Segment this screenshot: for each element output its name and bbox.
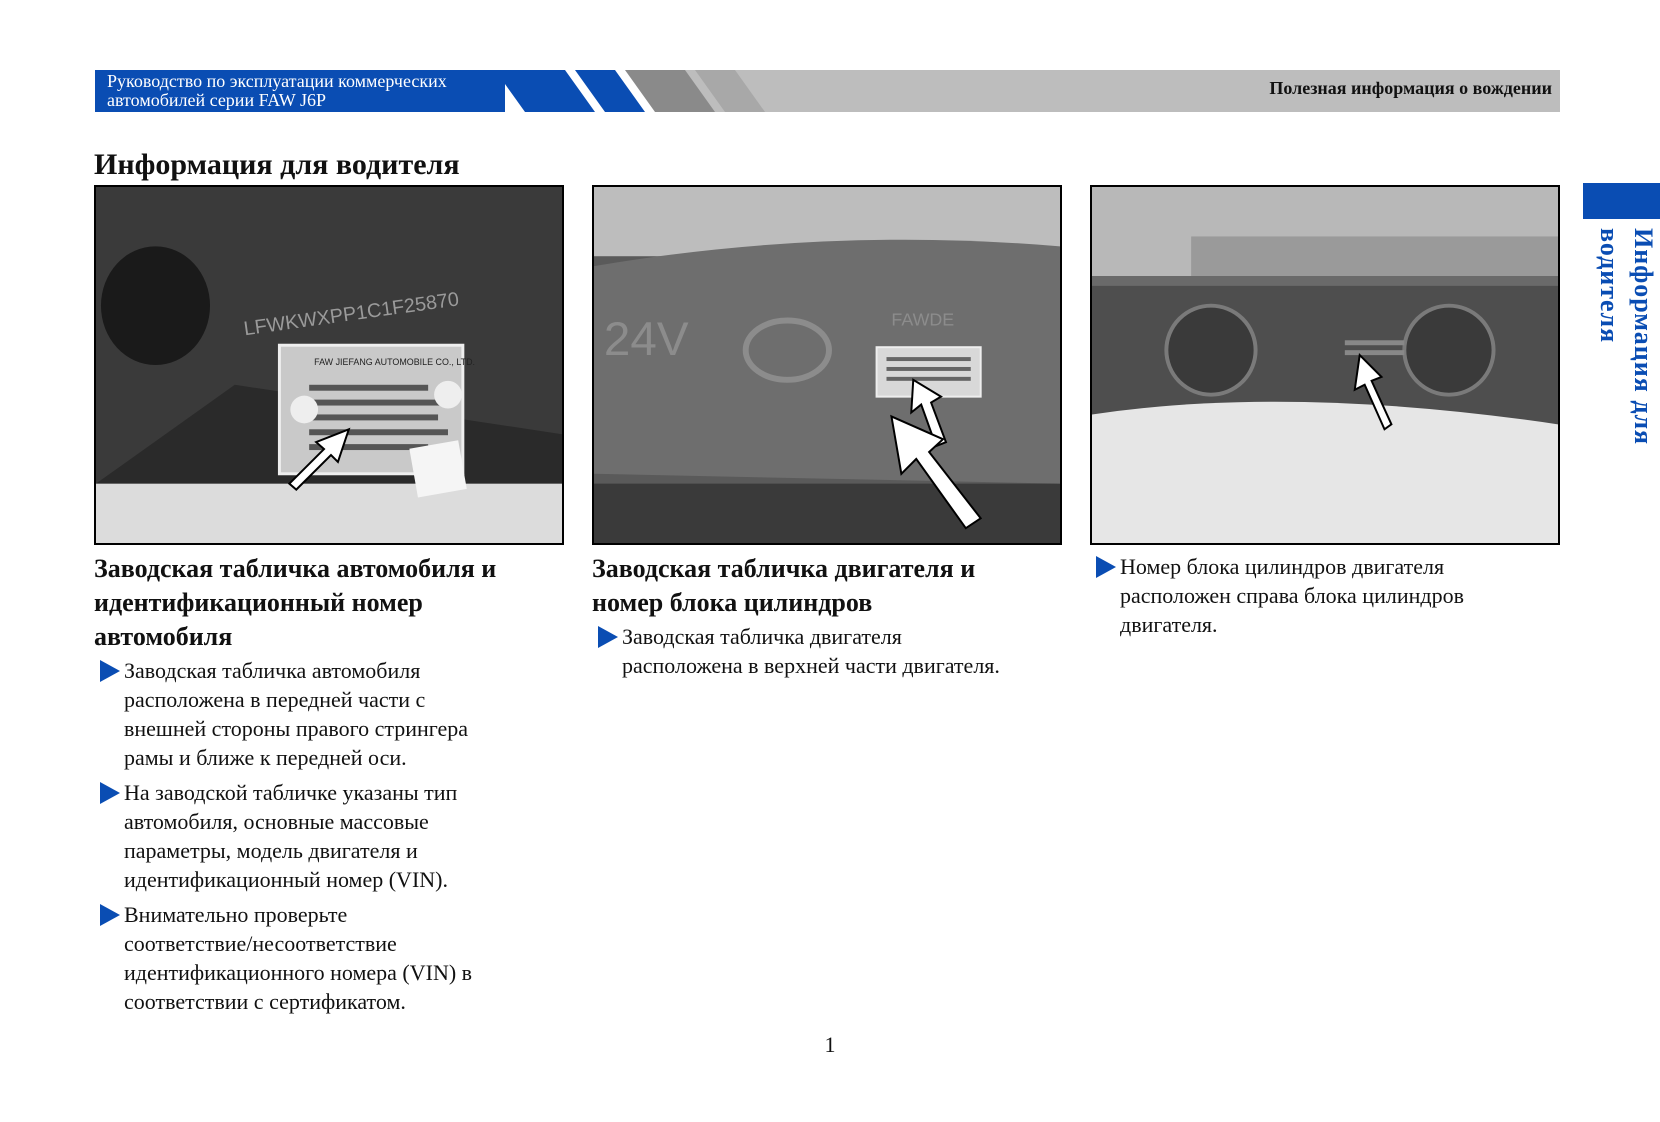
- heading-line: идентификационный номер: [94, 588, 423, 617]
- header-stripes: [495, 70, 835, 112]
- bullet-line: параметры, модель двигателя и: [124, 838, 418, 863]
- bullet-line: Заводская табличка двигателя: [622, 624, 902, 649]
- page-header: [95, 70, 1560, 112]
- manual-title-line1: Руководство по эксплуатации коммерческих: [107, 71, 447, 91]
- side-tab-label: [1578, 228, 1660, 478]
- engine-label: 24V: [603, 313, 689, 367]
- bullet-line: расположен справа блока цилиндров: [1120, 583, 1464, 608]
- cylinder-block-photo: [1090, 185, 1560, 545]
- page-number: 1: [824, 1032, 836, 1057]
- bullet-triangle-icon: [1096, 556, 1116, 578]
- bullet-triangle-icon: [100, 904, 120, 926]
- side-tab-line1: Информация для: [1629, 228, 1658, 446]
- vehicle-plate-photo: [94, 185, 564, 545]
- heading-line: номер блока цилиндров: [592, 588, 873, 617]
- manual-title: [95, 70, 505, 112]
- heading-line: Заводская табличка автомобиля и: [94, 554, 497, 583]
- bullet-item: [94, 900, 564, 1016]
- side-tab-line2: водителя: [1595, 228, 1624, 344]
- engine-plate-section: [592, 552, 1062, 686]
- bullet-line: соответствие/несоответствие: [124, 931, 397, 956]
- bullet-line: двигателя.: [1120, 612, 1218, 637]
- bullet-line: расположена в передней части с: [124, 687, 426, 712]
- bullet-item: [94, 778, 564, 894]
- bullet-line: внешней стороны правого стрингера: [124, 716, 469, 741]
- plate-brand: FAW JIEFANG AUTOMOBILE CO., LTD.: [314, 357, 476, 367]
- bullet-triangle-icon: [598, 626, 618, 648]
- section-heading: [592, 552, 1062, 620]
- cylinder-block-section: [1090, 552, 1560, 645]
- bullet-line: На заводской табличке указаны тип: [124, 780, 458, 805]
- heading-line: Заводская табличка двигателя и: [592, 554, 976, 583]
- bullet-line: рамы и ближе к передней оси.: [124, 745, 407, 770]
- bullet-line: соответствии с сертификатом.: [124, 989, 406, 1014]
- engine-plate-photo: [592, 185, 1062, 545]
- bullet-triangle-icon: [100, 660, 120, 682]
- manual-title-line2: автомобилей серии FAW J6P: [107, 90, 326, 110]
- engine-brand: FAWDE: [891, 309, 955, 330]
- section-title: Полезная информация о вождении: [1269, 78, 1552, 98]
- bullet-item: [94, 656, 564, 772]
- page-title: Информация для водителя: [94, 148, 460, 181]
- bullet-item: [592, 622, 1062, 680]
- bullet-line: идентификационный номер (VIN).: [124, 867, 448, 892]
- bullet-line: расположена в верхней части двигателя.: [622, 653, 1000, 678]
- heading-line: автомобиля: [94, 622, 233, 651]
- bullet-line: автомобиля, основные массовые: [124, 809, 429, 834]
- stamped-vin: LFWKWXPP1C1F25870: [242, 288, 461, 341]
- bullet-line: Заводская табличка автомобиля: [124, 658, 421, 683]
- side-tab-marker: [1583, 183, 1660, 219]
- section-heading: [94, 552, 564, 654]
- bullet-triangle-icon: [100, 782, 120, 804]
- vehicle-plate-section: [94, 552, 564, 1022]
- bullet-line: Внимательно проверьте: [124, 902, 348, 927]
- bullet-line: Номер блока цилиндров двигателя: [1120, 554, 1445, 579]
- bullet-item: [1090, 552, 1560, 639]
- bullet-line: идентификационного номера (VIN) в: [124, 960, 473, 985]
